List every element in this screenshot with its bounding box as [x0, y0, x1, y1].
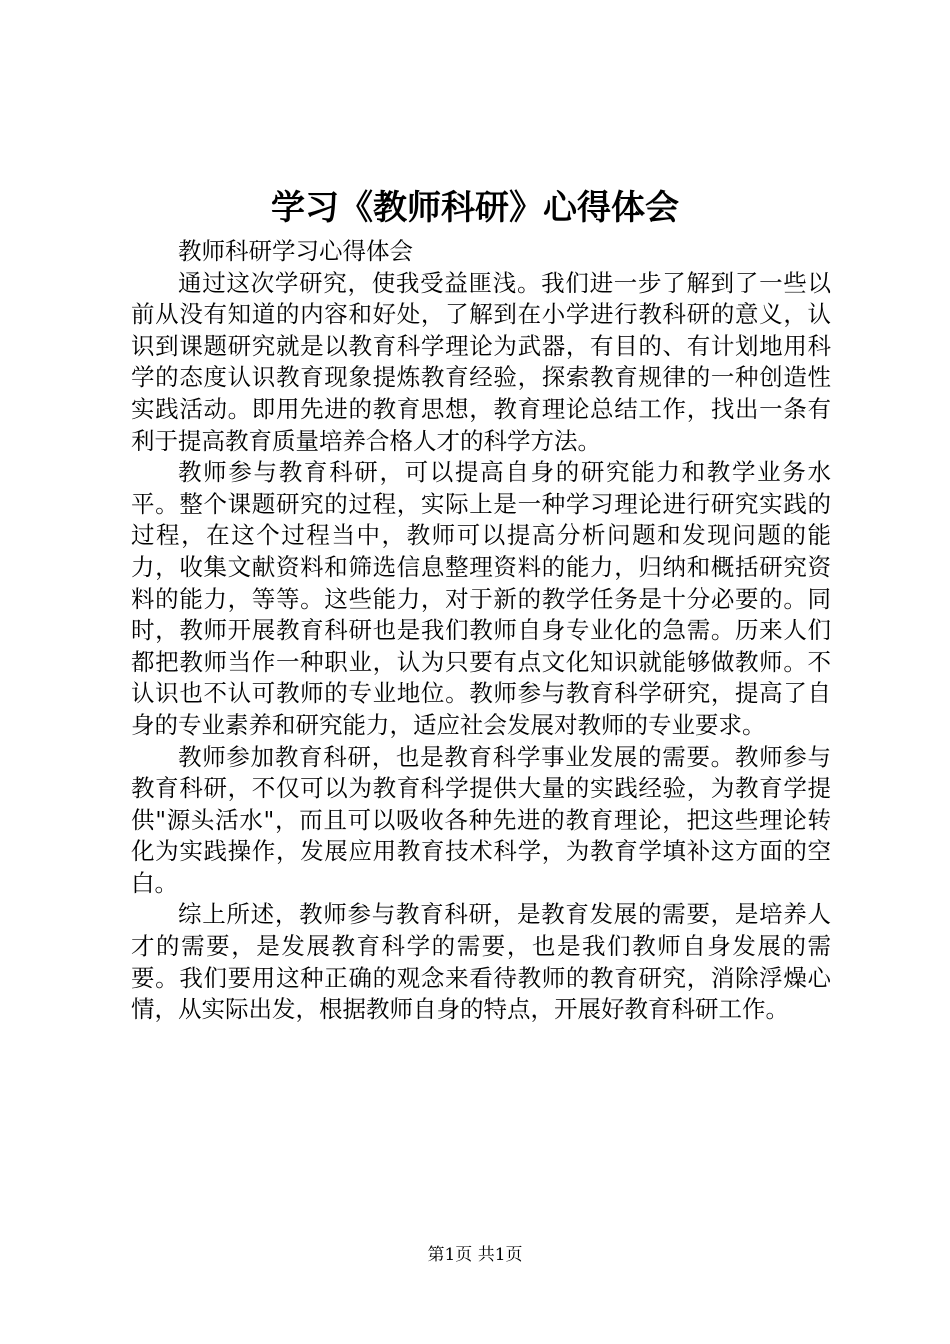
paragraph-1: 通过这次学研究，使我受益匪浅。我们进一步了解到了一些以前从没有知道的内容和好处，了解到在小学进行教科研的意义，认识到课题研究就是以教育科学理论为武器，有目的、有计划地用科学的态度认识教育现象提炼教育经验，探索教育规律的一种创造性实践活动。即用先进的教育思想，教育理论总结工作，找出一条有利于提高教育质量培养合格人才的科学方法。 — [131, 268, 831, 455]
paragraph-2: 教师参与教育科研，可以提高自身的研究能力和教学业务水平。整个课题研究的过程，实际上是一种学习理论进行研究实践的过程，在这个过程当中，教师可以提高分析问题和发现问题的能力，收集文献资料和筛选信息整理资料的能力，归纳和概括研究资料的能力，等等。这些能力，对于新的教学任务是十分必要的。同时，教师开展教育科研也是我们教师自身专业化的急需。历来人们都把教师当作一种职业，认为只要有点文化知识就能够做教师。不认识也不认可教师的专业地位。教师参与教育科学研究，提高了自身的专业素养和研究能力，适应社会发展对教师的专业要求。 — [131, 458, 831, 739]
subtitle-paragraph: 教师科研学习心得体会 — [178, 237, 413, 265]
page-title: 学习《教师科研》心得体会 — [271, 188, 679, 228]
page-footer: 第1页 共1页 — [427, 1245, 523, 1265]
document-body — [131, 236, 831, 1026]
paragraph-3: 教师参加教育科研，也是教育科学事业发展的需要。教师参与教育科研，不仅可以为教育科学提供大量的实践经验，为教育学提供"源头活水"，而且可以吸收各种先进的教育理论，把这些理论转化为实践操作，发展应用教育技术科学，为教育学填补这方面的空白。 — [131, 742, 831, 897]
paragraph-4: 综上所述，教师参与教育科研，是教育发展的需要，是培养人才的需要，是发展教育科学的需要，也是我们教师自身发展的需要。我们要用这种正确的观念来看待教师的教育研究，消除浮燥心情，从实际出发，根据教师自身的特点，开展好教育科研工作。 — [131, 900, 831, 1024]
